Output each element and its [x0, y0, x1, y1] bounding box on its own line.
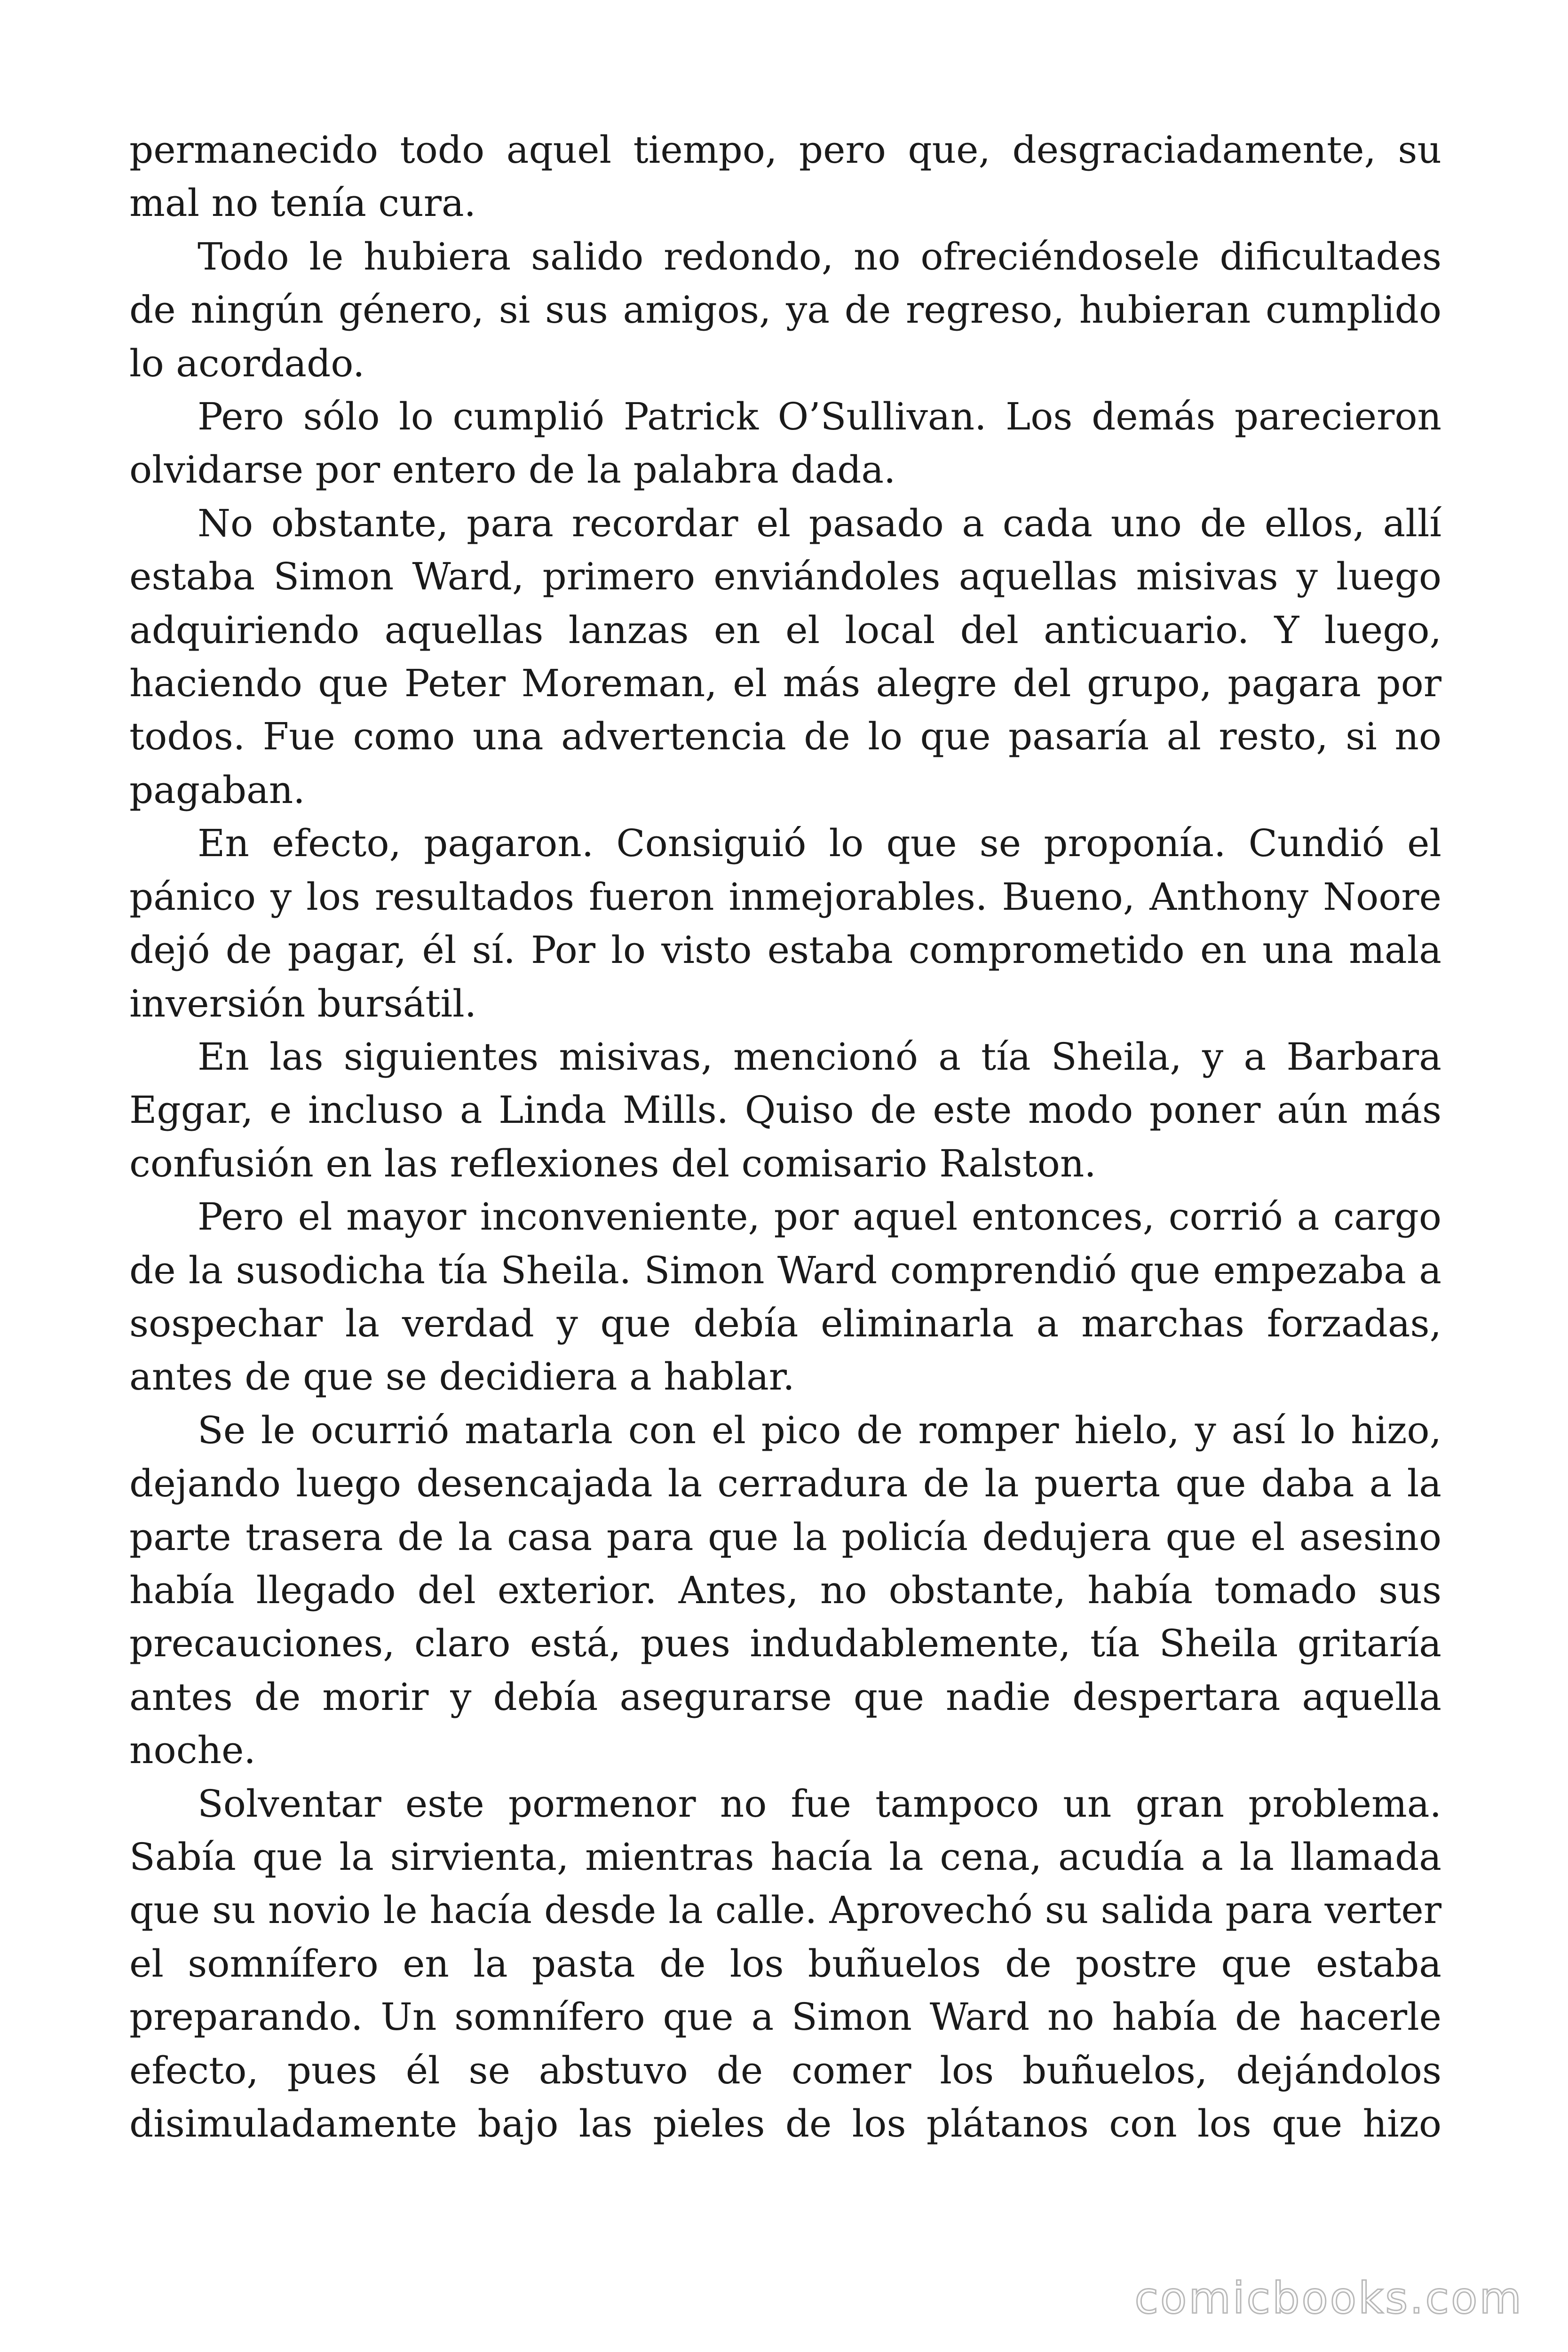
paragraph: Pero sólo lo cumplió Patrick O’Sullivan. Los demás parecieron olvidarse por entero de la palabra dada. [129, 395, 1441, 492]
paragraph: En las siguientes misivas, mencionó a tía Sheila, y a Barbara Eggar, e incluso a Linda Mills. Quiso de este modo poner aún más confusión en las reflexiones del comisario Ralston. [129, 1034, 1441, 1185]
paragraph-continues: Solventar este pormenor no fue tampoco un gran problema. Sabía que la sirvienta, mientras hacía la cena, acudía a la llamada que su novio le hacía desde la calle. Aprovechó su salida para verter el somnífero en la pasta de los buñuelos de postre que estaba preparando. Un somnífero que a Simon Ward no había de hacerle efecto, pues él se abstuvo de comer los buñuelos, dejándolos disimuladamente bajo las pieles de los plátanos con los que hizo [129, 1781, 1441, 2146]
watermark: comicbooks.com [1134, 2273, 1523, 2323]
paragraph: En efecto, pagaron. Consiguió lo que se proponía. Cundió el pánico y los resultados fueron inmejorables. Bueno, Anthony Noore dejó de pagar, él sí. Por lo visto estaba comprometido en una mala inversión bursátil. [129, 821, 1441, 1025]
paragraph: Se le ocurrió matarla con el pico de romper hielo, y así lo hizo, dejando luego desencajada la cerradura de la puerta que daba a la parte trasera de la casa para que la policía dedujera que el asesino había llegado del exterior. Antes, no obstante, había tomado sus precauciones, claro está, pues indudablemente, tía Sheila gritaría antes de morir y debía asegurarse que nadie despertara aquella noche. [129, 1408, 1441, 1772]
paragraph-continued: permanecido todo aquel tiempo, pero que, desgraciadamente, su mal no tenía cura. [129, 128, 1441, 225]
body-text [129, 123, 1441, 2150]
paragraph: No obstante, para recordar el pasado a cada uno de ellos, allí estaba Simon Ward, primero enviándoles aquellas misivas y luego adquiriendo aquellas lanzas en el local del anticuario. Y luego, haciendo que Peter Moreman, el más alegre del grupo, pagara por todos. Fue como una advertencia de lo que pasaría al resto, si no pagaban. [129, 501, 1441, 812]
paragraph: Todo le hubiera salido redondo, no ofreciéndosele dificultades de ningún género, si sus amigos, ya de regreso, hubieran cumplido lo acordado. [129, 234, 1441, 385]
paragraph: Pero el mayor inconveniente, por aquel entonces, corrió a cargo de la susodicha tía Sheila. Simon Ward comprendió que empezaba a sospechar la verdad y que debía eliminarla a marchas forzadas, antes de que se decidiera a hablar. [129, 1195, 1441, 1399]
